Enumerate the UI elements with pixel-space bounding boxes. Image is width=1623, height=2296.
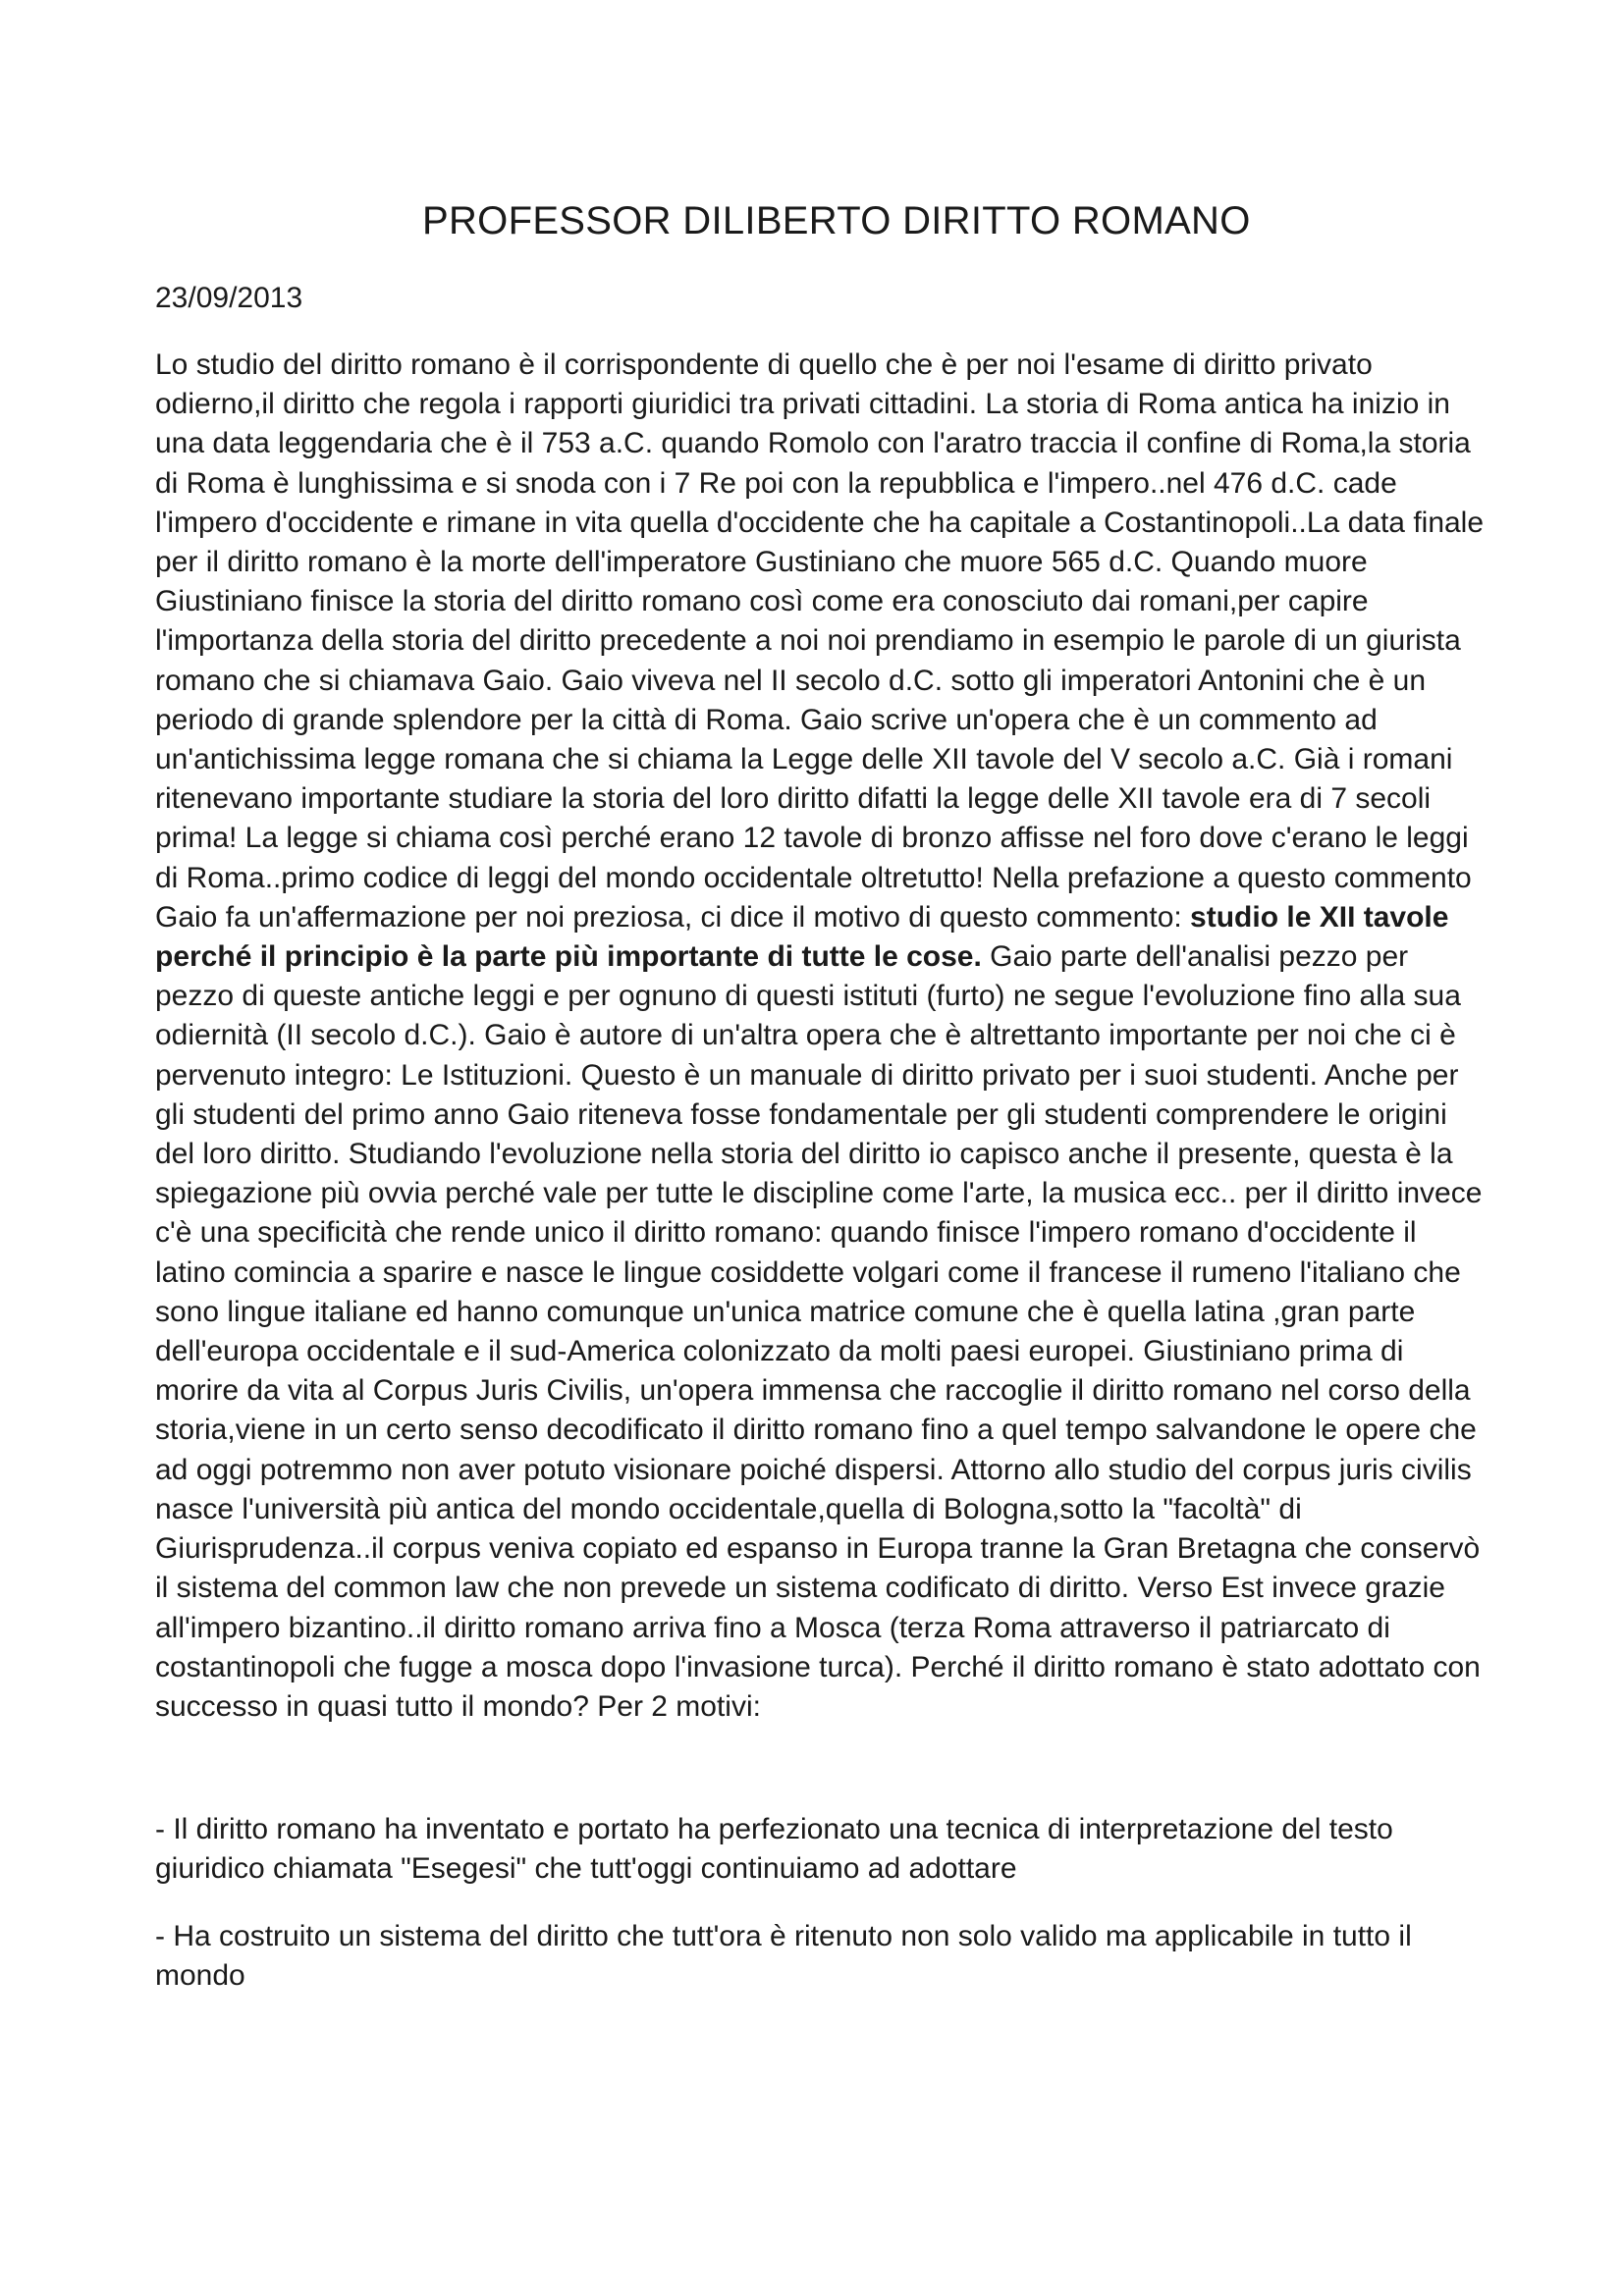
paragraph-text-continuation: Gaio parte dell'analisi pezzo per pezzo di queste antiche leggi e per ognuno di questi istituti (furto) ne segue l'evoluzione fino alla sua odiernità (II secolo d.C.). Gaio è autore di un'altra opera che è altrettanto importante per noi che ci è pervenuto integro: Le Istituzioni. Questo è un manuale di diritto privato per i suoi studenti. Anche per gli studenti del primo anno Gaio riteneva fosse fondamentale per gli studenti comprendere le origini del loro diritto. Studiando l'evoluzione nella storia del diritto io capisco anche il presente, questa è la spiegazione più ovvia perché vale per tutte le discipline come l'arte, la musica ecc.. per il diritto invece c'è una specificità che rende unico il diritto romano: quando finisce l'impero romano d'occidente il latino comincia a sparire e nasce le lingue cosiddette volgari come il francese il rumeno l'italiano che sono lingue italiane ed hanno comunque un'unica matrice comune che è quella latina ,gran parte dell'europa occidentale e il sud-America colonizzato da molti paesi europei. Giustiniano prima di morire da vita al Corpus Juris Civilis, un'opera immensa che raccoglie il diritto romano nel corso della storia,viene in un certo senso decodificato il diritto romano fino a quel tempo salvandone le opere che ad oggi potremmo non aver potuto visionare poiché dispersi. Attorno allo studio del corpus juris civilis nasce l'università più antica del mondo occidentale,quella di Bologna,sotto la "facoltà" di Giurisprudenza..il corpus veniva copiato ed espanso in Europa tranne la Gran Bretagna che conservò il sistema del common law che non prevede un sistema codificato di diritto. Verso Est invece grazie all'impero bizantino..il diritto romano arriva fino a Mosca (terza Roma attraverso il patriarcato di costantinopoli che fugge a mosca dopo l'invasione turca). Perché il diritto romano è stato adottato con successo in quasi tutto il mondo? Per 2 motivi: [155,940,1483,1723]
document-date: 23/09/2013 [155,282,303,314]
paragraph-text-intro: Lo studio del diritto romano è il corrispondente di quello che è per noi l'esame di diritto privato odierno,il diritto che regola i rapporti giuridici tra privati cittadini. La storia di Roma antica ha inizio in una data leggendaria che è il 753 a.C. quando Romolo con l'aratro traccia il confine di Roma,la storia di Roma è lunghissima e si snoda con i 7 Re poi con la repubblica e l'impero..nel 476 d.C. cade l'impero d'occidente e rimane in vita quella d'occidente che ha capitale a Costantinopoli..La data finale per il diritto romano è la morte dell'imperatore Gustiniano che muore 565 d.C. Quando muore Giustiniano finisce la storia del diritto romano così come era conosciuto dai romani,per capire l'importanza della storia del diritto precedente a noi noi prendiamo in esempio le parole di un giurista romano che si chiamava Gaio. Gaio viveva nel II secolo d.C. sotto gli imperatori Antonini che è un periodo di grande splendore per la città di Roma. Gaio scrive un'opera che è un commento ad un'antichissima legge romana che si chiama la Legge delle XII tavole del V secolo a.C. Già i romani ritenevano importante studiare la storia del loro diritto difatti la legge delle XII tavole era di 7 secoli prima! La legge si chiama così perché erano 12 tavole di bronzo affisse nel foro dove c'erano le leggi di Roma..primo codice di leggi del mondo occidentale oltretutto! Nella prefazione a questo commento Gaio fa un'affermazione per noi preziosa, ci dice il motivo di questo commento: [155,348,1485,934]
main-paragraph [155,346,1490,1727]
document-title: PROFESSOR DILIBERTO DIRITTO ROMANO [422,199,1251,242]
bullet-item-system: - Ha costruito un sistema del diritto che tutt'ora è ritenuto non solo valido ma applicabile in tutto il mondo [155,1920,1412,1993]
emphasis-quote: studio le XII tavole perché il principio è la parte più importante di tutte le cose. [155,900,1449,974]
bullet-item-exegesis: - Il diritto romano ha inventato e portato ha perfezionato una tecnica di interpretazione del testo giuridico chiamata "Esegesi" che tutt'oggi continuiamo ad adottare [155,1813,1393,1886]
